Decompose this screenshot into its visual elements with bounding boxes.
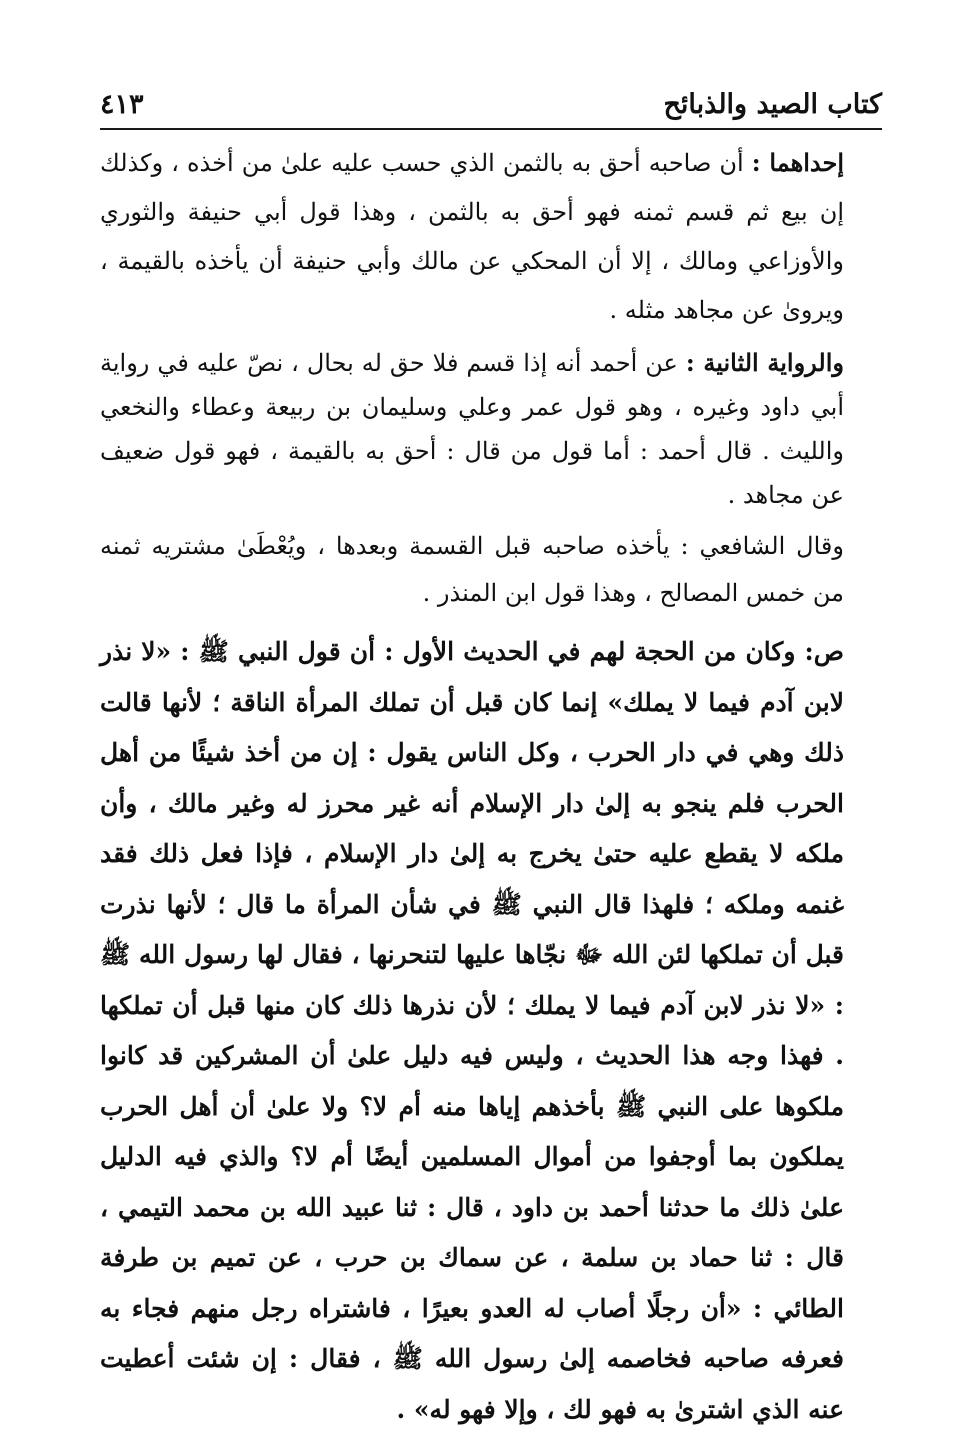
header-divider <box>100 128 882 130</box>
paragraph-text: وقال الشافعي : يأخذه صاحبه قبل القسمة وبعدها ، ويُعْطَىٰ مشتريه ثمنه من خمس المصالح ، وهذا قول ابن المنذر . <box>100 532 844 607</box>
page-body <box>100 138 882 1435</box>
paragraph-second-narration <box>100 341 882 517</box>
page-number: ٤١٣ <box>100 89 144 120</box>
running-header <box>100 70 882 120</box>
paragraph-shafii-opinion <box>100 523 882 617</box>
paragraph-text: عن أحمد أنه إذا قسم فلا حق له بحال ، نصّ عليه في رواية أبي داود وغيره ، وهو قول عمر وعلي وسليمان بن ربيعة وعطاء والنخعي والليث . قال أحمد : أما قول من قال : أحق به بالقيمة ، فهو قول ضعيف عن مجاهد . <box>100 349 844 509</box>
chapter-title: كتاب الصيد والذبائح <box>663 89 882 120</box>
paragraph-main-text <box>100 627 882 1435</box>
paragraph-first-narration <box>100 138 882 335</box>
paragraph-text: ص: وكان من الحجة لهم في الحديث الأول : أن قول النبي ﷺ : «لا نذر لابن آدم فيما لا يملك» إنما كان قبل أن تملك المرأة الناقة ؛ لأنها قالت ذلك وهي في دار الحرب ، وكل الناس يقول : إن من أخذ شيئًا من أهل الحرب فلم ينجو به إلىٰ دار الإسلام أنه غير محرز له وغير مالك ، وأن ملكه لا يقطع عليه حتىٰ يخرج به إلىٰ دار الإسلام ، فإذا فعل ذلك فقد غنمه وملكه ؛ فلهذا قال النبي ﷺ في شأن المرأة ما قال ؛ لأنها نذرت قبل أن تملكها لئن الله ﷻ نجّاها عليها لتنحرنها ، فقال لها رسول الله ﷺ : «لا نذر لابن آدم فيما لا يملك ؛ لأن نذرها ذلك كان منها قبل أن تملكها . فهذا وجه هذا الحديث ، وليس فيه دليل علىٰ أن المشركين قد كانوا ملكوها على النبي ﷺ بأخذهم إياها منه أم لا؟ ولا علىٰ أن أهل الحرب يملكون بما أوجفوا من أموال المسلمين أيضًا أم لا؟ والذي فيه الدليل علىٰ ذلك ما حدثنا أحمد بن داود ، قال : ثنا عبيد الله بن محمد التيمي ، قال : ثنا حماد بن سلمة ، عن سماك بن حرب ، عن تميم بن طرفة الطائي : «أن رجلًا أصاب له العدو بعيرًا ، فاشتراه رجل منهم فجاء به فعرفه صاحبه فخاصمه إلىٰ رسول الله ﷺ ، فقال : إن شئت أعطيت عنه الذي اشترىٰ به فهو لك ، وإلا فهو له» . <box>100 637 845 1424</box>
paragraph-text: أن صاحبه أحق به بالثمن الذي حسب عليه علىٰ من أخذه ، وكذلك إن بيع ثم قسم ثمنه فهو أحق به بالثمن ، وهذا قول أبي حنيفة والثوري والأوزاعي ومالك ، إلا أن المحكي عن مالك وأبي حنيفة أن يأخذه بالقيمة ، ويرویٰ عن مجاهد مثله . <box>100 149 845 324</box>
paragraph-lead: إحداهما : <box>751 148 845 177</box>
paragraph-lead: والرواية الثانية : <box>685 348 844 377</box>
